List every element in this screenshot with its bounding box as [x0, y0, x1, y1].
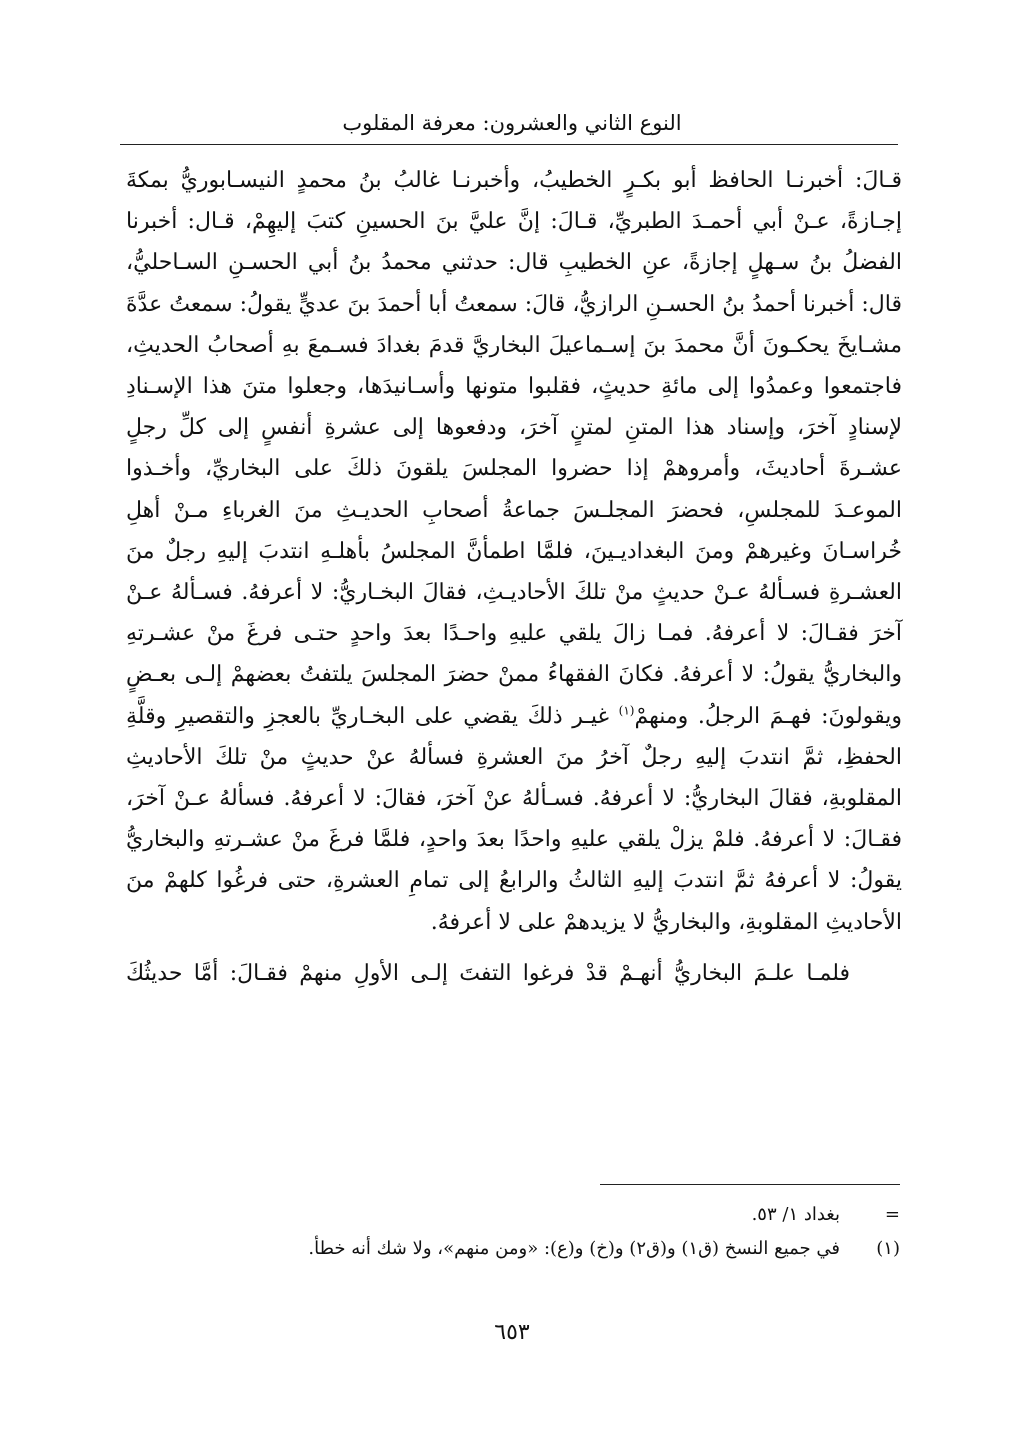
header-rule: [120, 144, 898, 145]
footnotes: [124, 1198, 900, 1266]
paragraph-1: [126, 160, 902, 943]
footnote-continuation: [124, 1198, 900, 1232]
page-number: ٦٥٣: [494, 1320, 530, 1345]
running-head: النوع الثاني والعشرون: معرفة المقلوب: [342, 111, 682, 135]
main-text: [126, 160, 902, 994]
paragraph-1-text: قـالَ: أخبرنـا الحافظ أبو بكـرٍ الخطيبُ، وأخبرنـا غالبُ بنُ محمدٍ النيسـابوريُّ بمكةَ إجـازةً، عـنْ أبي أحمـدَ الطبريِّ، قـالَ: إنَّ عليَّ بنَ الحسينِ كتبَ إليهِمْ، قـال: أخبرنا الفضلُ بنُ سـهلٍ إجازةً، عنِ الخطيبِ قال: حدثني محمدُ بنُ أبي الحسـنِ السـاحليُّ، قال: أخبرنا أحمدُ بنُ الحسـنِ الرازيُّ، قالَ: سمعتُ أبا أحمدَ بنَ عديٍّ يقولُ: سمعتُ عدَّةَ مشـايخَ يحكـونَ أنَّ محمدَ بنَ إسـماعيلَ البخاريَّ قدمَ بغدادَ فسـمعَ بهِ أصحابُ الحديثِ، فاجتمعوا وعمدُوا إلى مائةِ حديثٍ، فقلبوا متونها وأسـانيدَها، وجعلوا متنَ هذا الإسـنادِ لإسنادٍ آخرَ، وإسناد هذا المتنِ لمتنٍ آخرَ، ودفعوها إلى عشرةِ أنفسٍ إلى كلِّ رجلٍ عشـرةَ أحاديثَ، وأمروهمْ إذا حضروا المجلسَ يلقونَ ذلكَ على البخاريِّ، وأخـذوا الموعـدَ للمجلسِ، فحضرَ المجلـسَ جماعةُ أصحابِ الحديـثِ منَ الغرباءِ مـنْ أهلِ خُراسـانَ وغيرهمْ ومنَ البغداديـينَ، فلمَّا اطمأنَّ المجلسُ بأهلـهِ انتدبَ إليهِ رجلٌ منَ العشـرةِ فسـألهُ عـنْ حديثٍ منْ تلكَ الأحاديـثِ، فقالَ البخـاريُّ: لا أعرفهُ. فسـألهُ عـنْ آخرَ فقـالَ: لا أعرفهُ. فمـا زالَ يلقي عليهِ واحـدًا بعدَ واحدٍ حتـى فرغَ منْ عشـرتهِ والبخاريُّ يقولُ: لا أعرفهُ. فكانَ الفقهاءُ ممنْ حضرَ المجلسَ يلتفتُ بعضهمْ إلـى بعـضٍ ويقولونَ: فهـمَ الرجلُ. ومنهمْ: [126, 168, 902, 729]
paragraph-1-text-cont: غيـر ذلكَ يقضي على البخـاريِّ بالعجزِ والتقصيرِ وقلَّةِ الحفظِ، ثمَّ انتدبَ إليهِ رجلٌ آخرُ منَ العشرةِ فسألهُ عنْ حديثٍ منْ تلكَ الأحاديثِ المقلوبةِ، فقالَ البخاريُّ: لا أعرفهُ. فسـألهُ عنْ آخرَ، فقالَ: لا أعرفهُ. فسألهُ عـنْ آخرَ، فقـالَ: لا أعرفهُ. فلمْ يزلْ يلقي عليهِ واحدًا بعدَ واحدٍ، فلمَّا فرغَ منْ عشـرتهِ والبخاريُّ يقولُ: لا أعرفهُ ثمَّ انتدبَ إليهِ الثالثُ والرابعُ إلى تمامِ العشرةِ، حتى فرغُوا كلهمْ منَ الأحاديثِ المقلوبةِ، والبخاريُّ لا يزيدهمْ على لا أعرفهُ.: [126, 703, 902, 935]
footnote-text: بغداد ١/ ٥٣.: [751, 1204, 840, 1225]
footnote-text: في جميع النسخ (ق١) و(ق٢) و(خ) و(ع): «ومن منهم»، ولا شك أنه خطأ.: [308, 1238, 840, 1259]
footnote-rule: [600, 1184, 900, 1185]
footnote-1: [124, 1232, 900, 1266]
footnote-mark: =: [884, 1204, 900, 1225]
paragraph-2: فلمـا علـمَ البخاريُّ أنهـمْ قدْ فرغوا التفتَ إلـى الأولِ منهمْ فقـالَ: أمَّا حديثُكَ: [126, 960, 850, 986]
footnote-ref-1[interactable]: (١): [618, 703, 635, 718]
footnote-mark: (١): [876, 1238, 900, 1259]
